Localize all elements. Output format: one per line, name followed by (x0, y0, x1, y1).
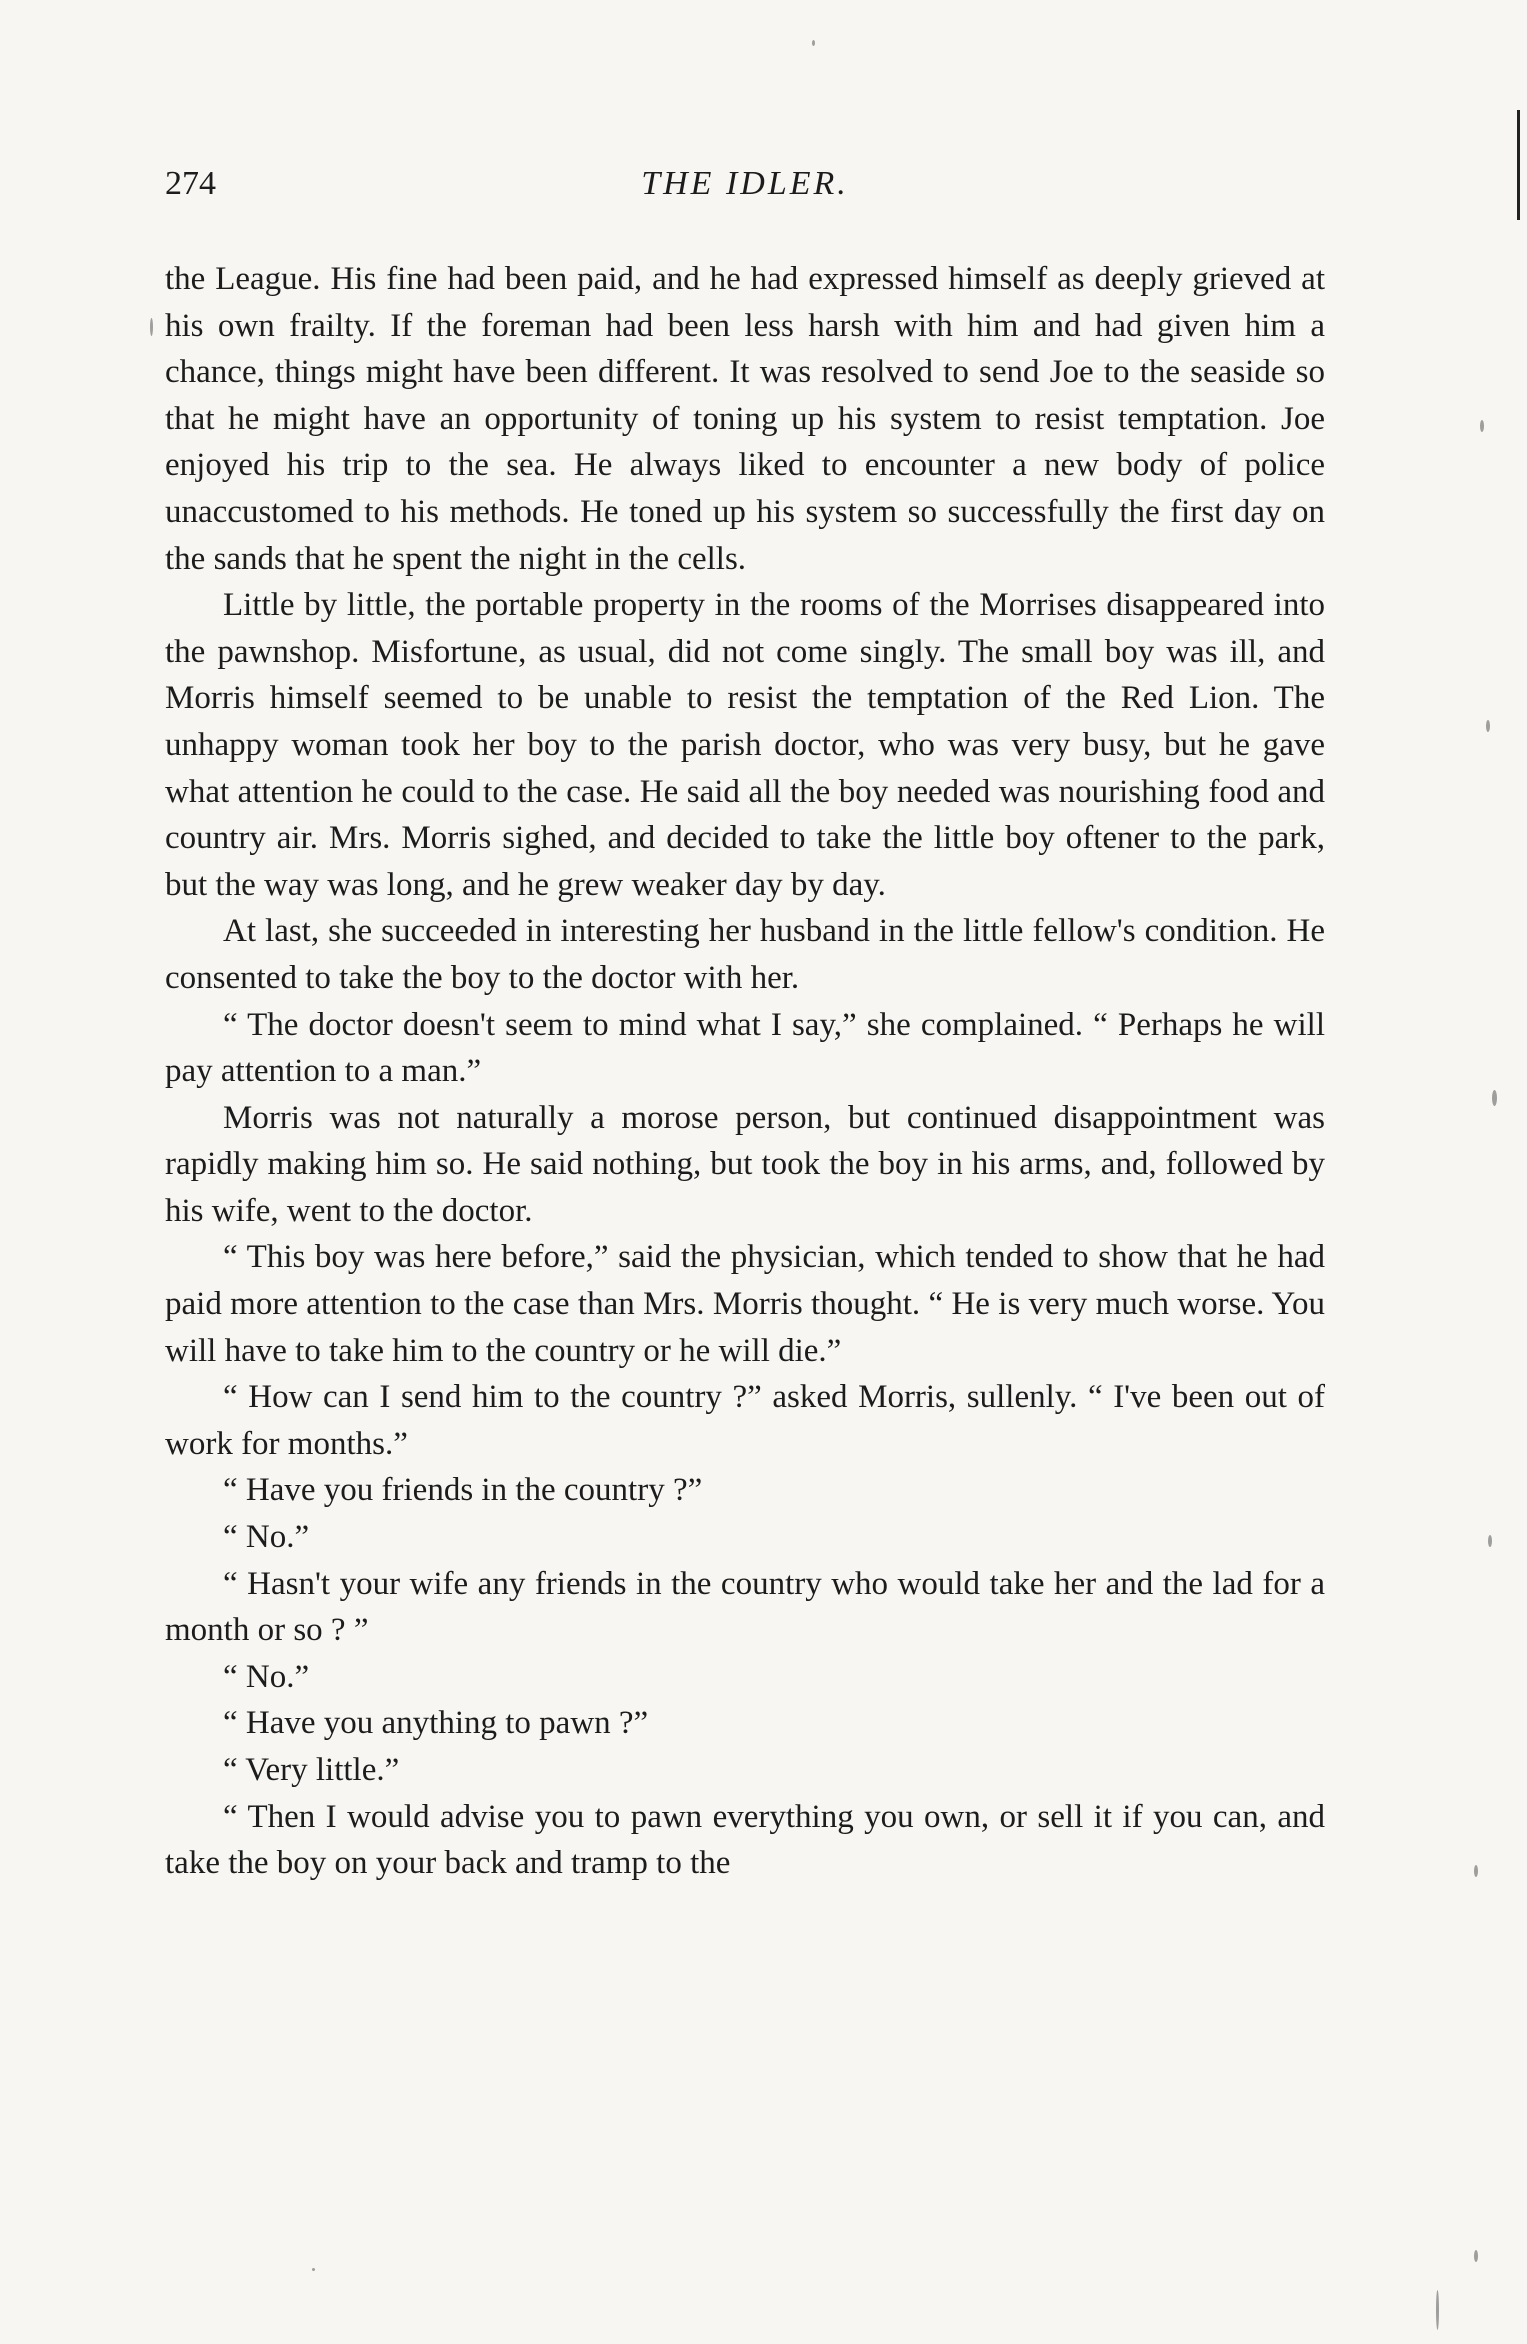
paragraph: “ This boy was here before,” said the physician, which tended to show that he had paid more attention to the case than Mrs. Morris thought. “ He is very much worse. You will have to take him to the country or he will die.” (165, 1239, 1325, 1369)
paragraph: “ No.” (223, 1658, 310, 1695)
paragraph: “ Have you anything to pawn ?” (223, 1705, 649, 1742)
paragraph: “ Then I would advise you to pawn everything you own, or sell it if you can, and take the boy on your back and tramp to the (165, 1798, 1325, 1882)
scan-speck (1436, 2290, 1439, 2330)
paragraph: “ Have you friends in the country ?” (223, 1472, 703, 1509)
paragraph: “ Very little.” (223, 1752, 400, 1788)
paragraph: “ How can I send him to the country ?” asked Morris, sullenly. “ I've been out of work for months.” (165, 1379, 1325, 1462)
page-header (165, 165, 1325, 225)
scan-speck (1474, 2250, 1478, 2262)
scan-speck (1480, 420, 1484, 432)
scan-speck (1474, 1865, 1478, 1877)
paragraph: Little by little, the portable property in the rooms of the Morrises disappeared into the pawnshop. Misfortune, as usual, did not come singly. The small boy was ill, and Morris himself seemed to be unable to resist the temptation of the Red Lion. The unhappy woman took her boy to the parish doctor, who was very busy, but he gave what attention he could to the case. He said all the boy needed was nourishing food and country air. Mrs. Morris sighed, and decided to take the little boy oftener to the park, but the way was long, and he grew weaker day by day. (165, 587, 1325, 903)
scan-speck (1488, 1535, 1492, 1547)
scan-speck (812, 40, 815, 46)
paragraph: “ The doctor doesn't seem to mind what I say,” she complained. “ Perhaps he will pay attention to a man.” (165, 1006, 1325, 1090)
page-number: 274 (165, 165, 216, 202)
scan-speck (1486, 720, 1490, 732)
paragraph: At last, she succeeded in interesting her husband in the little fellow's condition. He consented to take the boy to the doctor with her. (165, 913, 1325, 996)
scan-speck (150, 318, 153, 336)
body-text (165, 256, 1325, 1887)
scan-speck (312, 2268, 315, 2271)
running-title: THE IDLER. (641, 165, 849, 202)
paragraph: “ No.” (223, 1519, 310, 1556)
paragraph: “ Hasn't your wife any friends in the country who would take her and the lad for a month or so ? ” (165, 1565, 1325, 1649)
paragraph: Morris was not naturally a morose person, but continued disappointment was rapidly making him so. He said nothing, but took the boy in his arms, and, followed by his wife, went to the doctor. (165, 1099, 1325, 1229)
scan-speck (1492, 1090, 1497, 1106)
scan-edge-mark (1517, 110, 1520, 220)
paragraph: the League. His fine had been paid, and he had expressed himself as deeply grieved at his own frailty. If the foreman had been less harsh with him and had given him a chance, things might have been different. It was resolved to send Joe to the seaside so that he might have an opportunity of toning up his system to resist temptation. Joe enjoyed his trip to the sea. He always liked to encounter a new body of police unaccustomed to his methods. He toned up his system so successfully the first day on the sands that he spent the night in the cells. (165, 261, 1325, 577)
